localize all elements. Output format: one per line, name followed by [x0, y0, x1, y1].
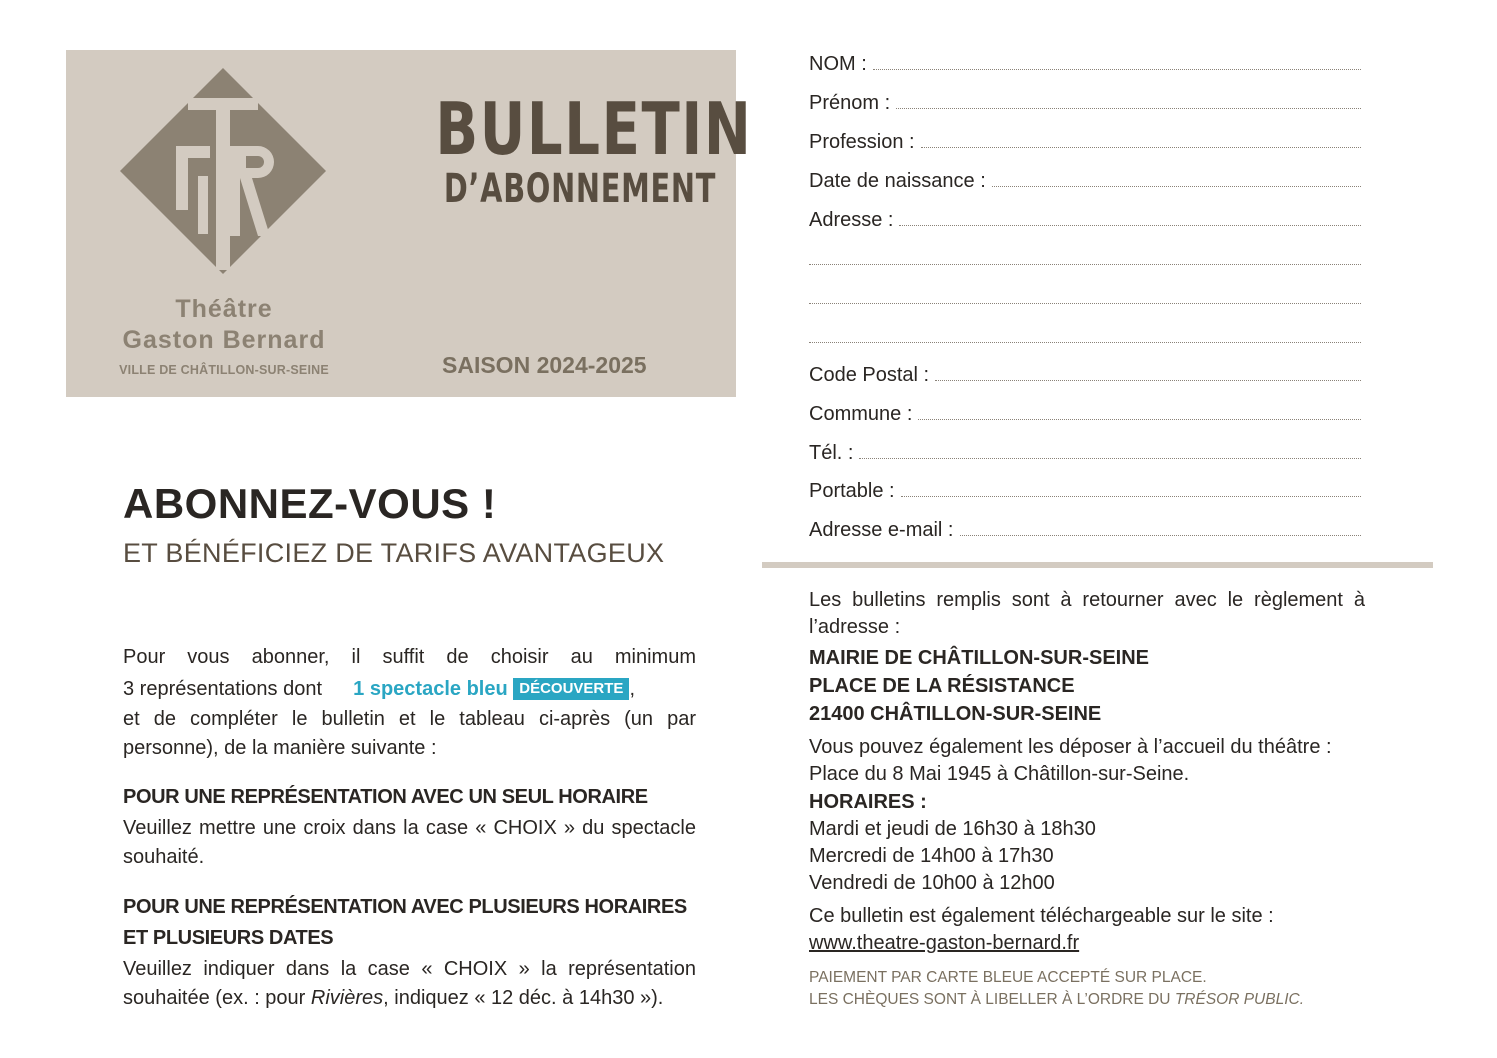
title-line1: BULLETIN — [435, 87, 753, 171]
field-line[interactable] — [921, 146, 1361, 148]
address-line1: MAIRIE DE CHÂTILLON-SUR-SEINE — [809, 647, 1149, 669]
payment-line2 — [809, 989, 1304, 1011]
field-line[interactable] — [809, 341, 1361, 343]
field-line[interactable] — [935, 379, 1361, 381]
bulletin-title — [404, 87, 753, 212]
payment-line1: PAIEMENT PAR CARTE BLEUE ACCEPTÉ SUR PLACE. — [809, 969, 1207, 986]
payee-name: TRÉSOR PUBLIC. — [1174, 991, 1305, 1008]
field-line[interactable] — [918, 418, 1361, 420]
intro-line1: Pour vous abonner, il suffit de choisir au minimum — [123, 646, 696, 668]
heading-multiple-times-1: POUR UNE REPRÉSENTATION AVEC PLUSIEURS HORAIRES — [123, 896, 687, 918]
field-tel[interactable] — [809, 435, 1361, 465]
theatre-logo — [118, 66, 328, 276]
deposit-line1: Vous pouvez également les déposer à l’accueil du théâtre : — [809, 736, 1332, 758]
field-line[interactable] — [859, 457, 1361, 459]
instruction-multiple — [123, 955, 696, 1013]
section-divider — [762, 562, 1433, 568]
hours-line2: Mercredi de 14h00 à 17h30 — [809, 845, 1054, 867]
field-profession[interactable] — [809, 124, 1361, 154]
field-adresse[interactable] — [809, 202, 1361, 232]
instruction-multiple-b: , indiquez « 12 déc. à 14h30 »). — [383, 987, 664, 1009]
intro-comma: , — [629, 678, 635, 700]
field-label: Adresse : — [809, 209, 894, 231]
heading-multiple-times-2: ET PLUSIEURS DATES — [123, 927, 334, 949]
logo-letters: GTR — [118, 66, 121, 67]
field-line[interactable] — [992, 185, 1361, 187]
website-link[interactable]: www.theatre-gaston-bernard.fr — [809, 932, 1080, 954]
intro-line2 — [123, 675, 696, 704]
instruction-single: Veuillez mettre une croix dans la case « CHOIX » du spectacle souhaité. — [123, 817, 696, 868]
hours-title: HORAIRES : — [809, 791, 927, 813]
field-label: Code Postal : — [809, 364, 930, 386]
field-code-postal[interactable] — [809, 357, 1361, 387]
payment-line2-text: LES CHÈQUES SONT À LIBELLER À L’ORDRE DU — [809, 991, 1171, 1008]
intro-rest: et de compléter le bulletin et le tableau ci-après (un par personne), de la manière suivante : — [123, 708, 696, 759]
field-label: Date de naissance : — [809, 170, 986, 192]
field-adresse-line4[interactable] — [809, 319, 1361, 349]
field-portable[interactable] — [809, 473, 1361, 503]
field-date-naissance[interactable] — [809, 163, 1361, 193]
field-prenom[interactable] — [809, 85, 1361, 115]
blue-show-text: 1 spectacle bleu — [353, 678, 508, 700]
field-line[interactable] — [899, 224, 1361, 226]
address-line2: PLACE DE LA RÉSISTANCE — [809, 675, 1075, 697]
intro-line2-text: 3 représentations dont — [123, 678, 323, 700]
download-text: Ce bulletin est également téléchargeable sur le site : — [809, 905, 1274, 927]
field-adresse-line3[interactable] — [809, 280, 1361, 310]
field-line[interactable] — [960, 534, 1362, 536]
theatre-city: VILLE DE CHÂTILLON-SUR-SEINE — [119, 363, 329, 377]
title-line2: D’ABONNEMENT — [443, 166, 717, 212]
theatre-name-line1: Théâtre — [175, 295, 273, 323]
hours-line3: Vendredi de 10h00 à 12h00 — [809, 872, 1055, 894]
field-adresse-line2[interactable] — [809, 241, 1361, 271]
field-line[interactable] — [896, 107, 1361, 109]
return-intro: Les bulletins remplis sont à retourner avec le règlement à l’adresse : — [809, 589, 1365, 638]
instruction-multiple-a: Veuillez indiquer dans la case « CHOIX » la représentation souhaitée (ex. : pour — [123, 958, 696, 1009]
field-label: Prénom : — [809, 92, 891, 114]
page-subtitle: ET BÉNÉFICIEZ DE TARIFS AVANTAGEUX — [123, 538, 665, 568]
field-email[interactable] — [809, 512, 1361, 542]
field-label: Adresse e-mail : — [809, 519, 954, 541]
hours-line1: Mardi et jeudi de 16h30 à 18h30 — [809, 818, 1096, 840]
decouverte-badge: DÉCOUVERTE — [513, 678, 629, 700]
field-label: Tél. : — [809, 442, 854, 464]
deposit-line2: Place du 8 Mai 1945 à Châtillon-sur-Seine. — [809, 763, 1190, 785]
field-label: NOM : — [809, 53, 867, 75]
field-commune[interactable] — [809, 396, 1361, 426]
field-label: Commune : — [809, 403, 913, 425]
field-line[interactable] — [873, 68, 1361, 70]
field-label: Profession : — [809, 131, 915, 153]
season-label: SAISON 2024-2025 — [442, 352, 647, 378]
heading-single-time: POUR UNE REPRÉSENTATION AVEC UN SEUL HORAIRE — [123, 786, 648, 808]
field-line[interactable] — [901, 495, 1361, 497]
address-line3: 21400 CHÂTILLON-SUR-SEINE — [809, 703, 1102, 725]
field-line[interactable] — [809, 263, 1361, 265]
field-label: Portable : — [809, 480, 895, 502]
field-nom[interactable] — [809, 46, 1361, 76]
theatre-name-line2: Gaston Bernard — [122, 326, 326, 354]
show-name-example: Rivières — [310, 987, 384, 1009]
field-line[interactable] — [809, 302, 1361, 304]
page-title: ABONNEZ-VOUS ! — [123, 480, 497, 527]
